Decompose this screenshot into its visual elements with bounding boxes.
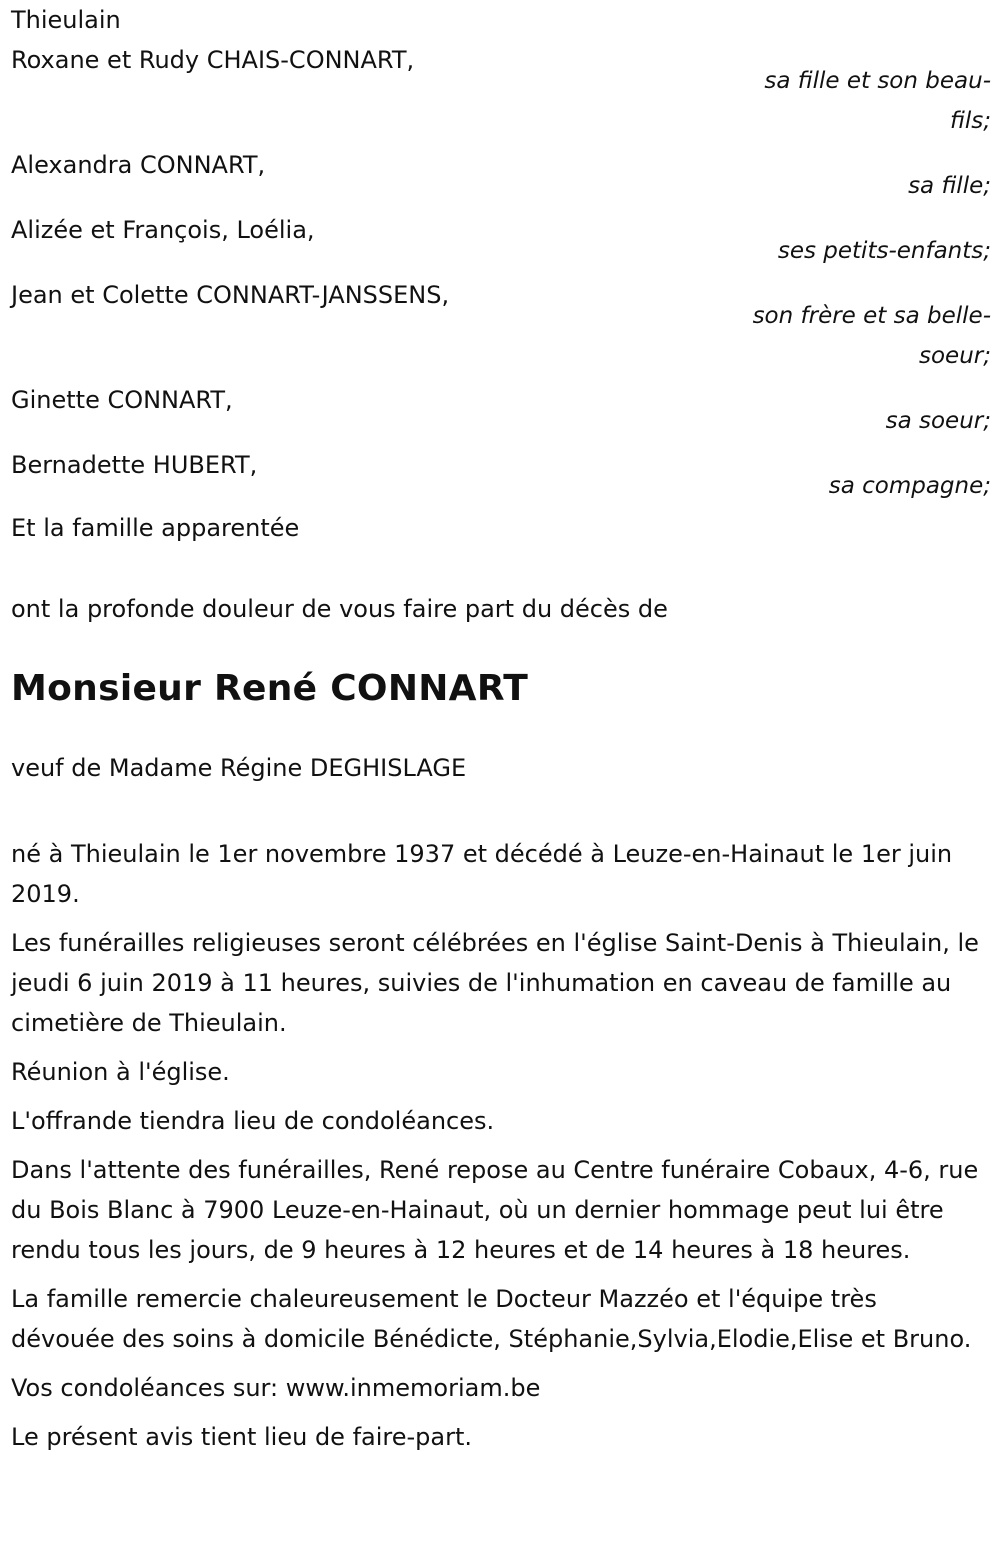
condolences-paragraph: Vos condoléances sur: www.inmemoriam.be: [11, 1374, 541, 1402]
notice-paragraph: Le présent avis tient lieu de faire-part.: [11, 1423, 473, 1451]
family-member-relation: sa soeur;: [885, 408, 991, 434]
funeral-paragraph: Les funérailles religieuses seront célébrées en l'église Saint-Denis à Thieulain, le jeudi 6 juin 2019 à 11 heures, suivies de l'inhumation en caveau de famille au cimetière de Thieulain.: [11, 929, 979, 1037]
obituary-notice: [11, 0, 991, 1457]
family-member-relation: sa fille;: [908, 173, 991, 199]
widow-of: veuf de Madame Régine DEGHISLAGE: [11, 754, 467, 782]
family-member: [11, 40, 991, 141]
birth-death-paragraph: né à Thieulain le 1er novembre 1937 et décédé à Leuze-en-Hainaut le 1er juin 2019.: [11, 840, 953, 908]
family-member-relation: sa compagne;: [828, 473, 991, 499]
deceased-name: Monsieur René CONNART: [11, 668, 529, 709]
family-member-name: Jean et Colette CONNART-JANSSENS,: [11, 281, 450, 309]
family-member-name: Roxane et Rudy CHAIS-CONNART,: [11, 46, 415, 74]
family-rest: Et la famille apparentée: [11, 514, 300, 542]
family-member: [11, 210, 991, 271]
family-member-name: Alexandra CONNART,: [11, 151, 266, 179]
viewing-paragraph: Dans l'attente des funérailles, René repose au Centre funéraire Cobaux, 4-6, rue du Bois Blanc à 7900 Leuze-en-Hainaut, où un dernier hommage peut lui être rendu tous les jours, de 9 heures à 12 heures et de 14 heures à 18 heures.: [11, 1156, 979, 1264]
family-member-relation: ses petits-enfants;: [777, 238, 991, 264]
offering-paragraph: L'offrande tiendra lieu de condoléances.: [11, 1107, 495, 1135]
family-member: [11, 145, 991, 206]
family-member-name: Bernadette HUBERT,: [11, 451, 258, 479]
family-member-relation: sa fille et son beau-fils;: [764, 68, 991, 134]
family-member-relation: son frère et sa belle-soeur;: [752, 303, 991, 369]
family-member: [11, 275, 991, 376]
family-member: [11, 445, 991, 506]
thanks-paragraph: La famille remercie chaleureusement le Docteur Mazzéo et l'équipe très dévouée des soins à domicile Bénédicte, Stéphanie,Sylvia,Elodie,Elise et Bruno.: [11, 1285, 972, 1353]
announcement: ont la profonde douleur de vous faire part du décès de: [11, 595, 668, 623]
family-member-name: Alizée et François, Loélia,: [11, 216, 315, 244]
family-member: [11, 380, 991, 441]
meeting-paragraph: Réunion à l'église.: [11, 1058, 230, 1086]
place-name: Thieulain: [11, 6, 121, 34]
family-member-name: Ginette CONNART,: [11, 386, 233, 414]
